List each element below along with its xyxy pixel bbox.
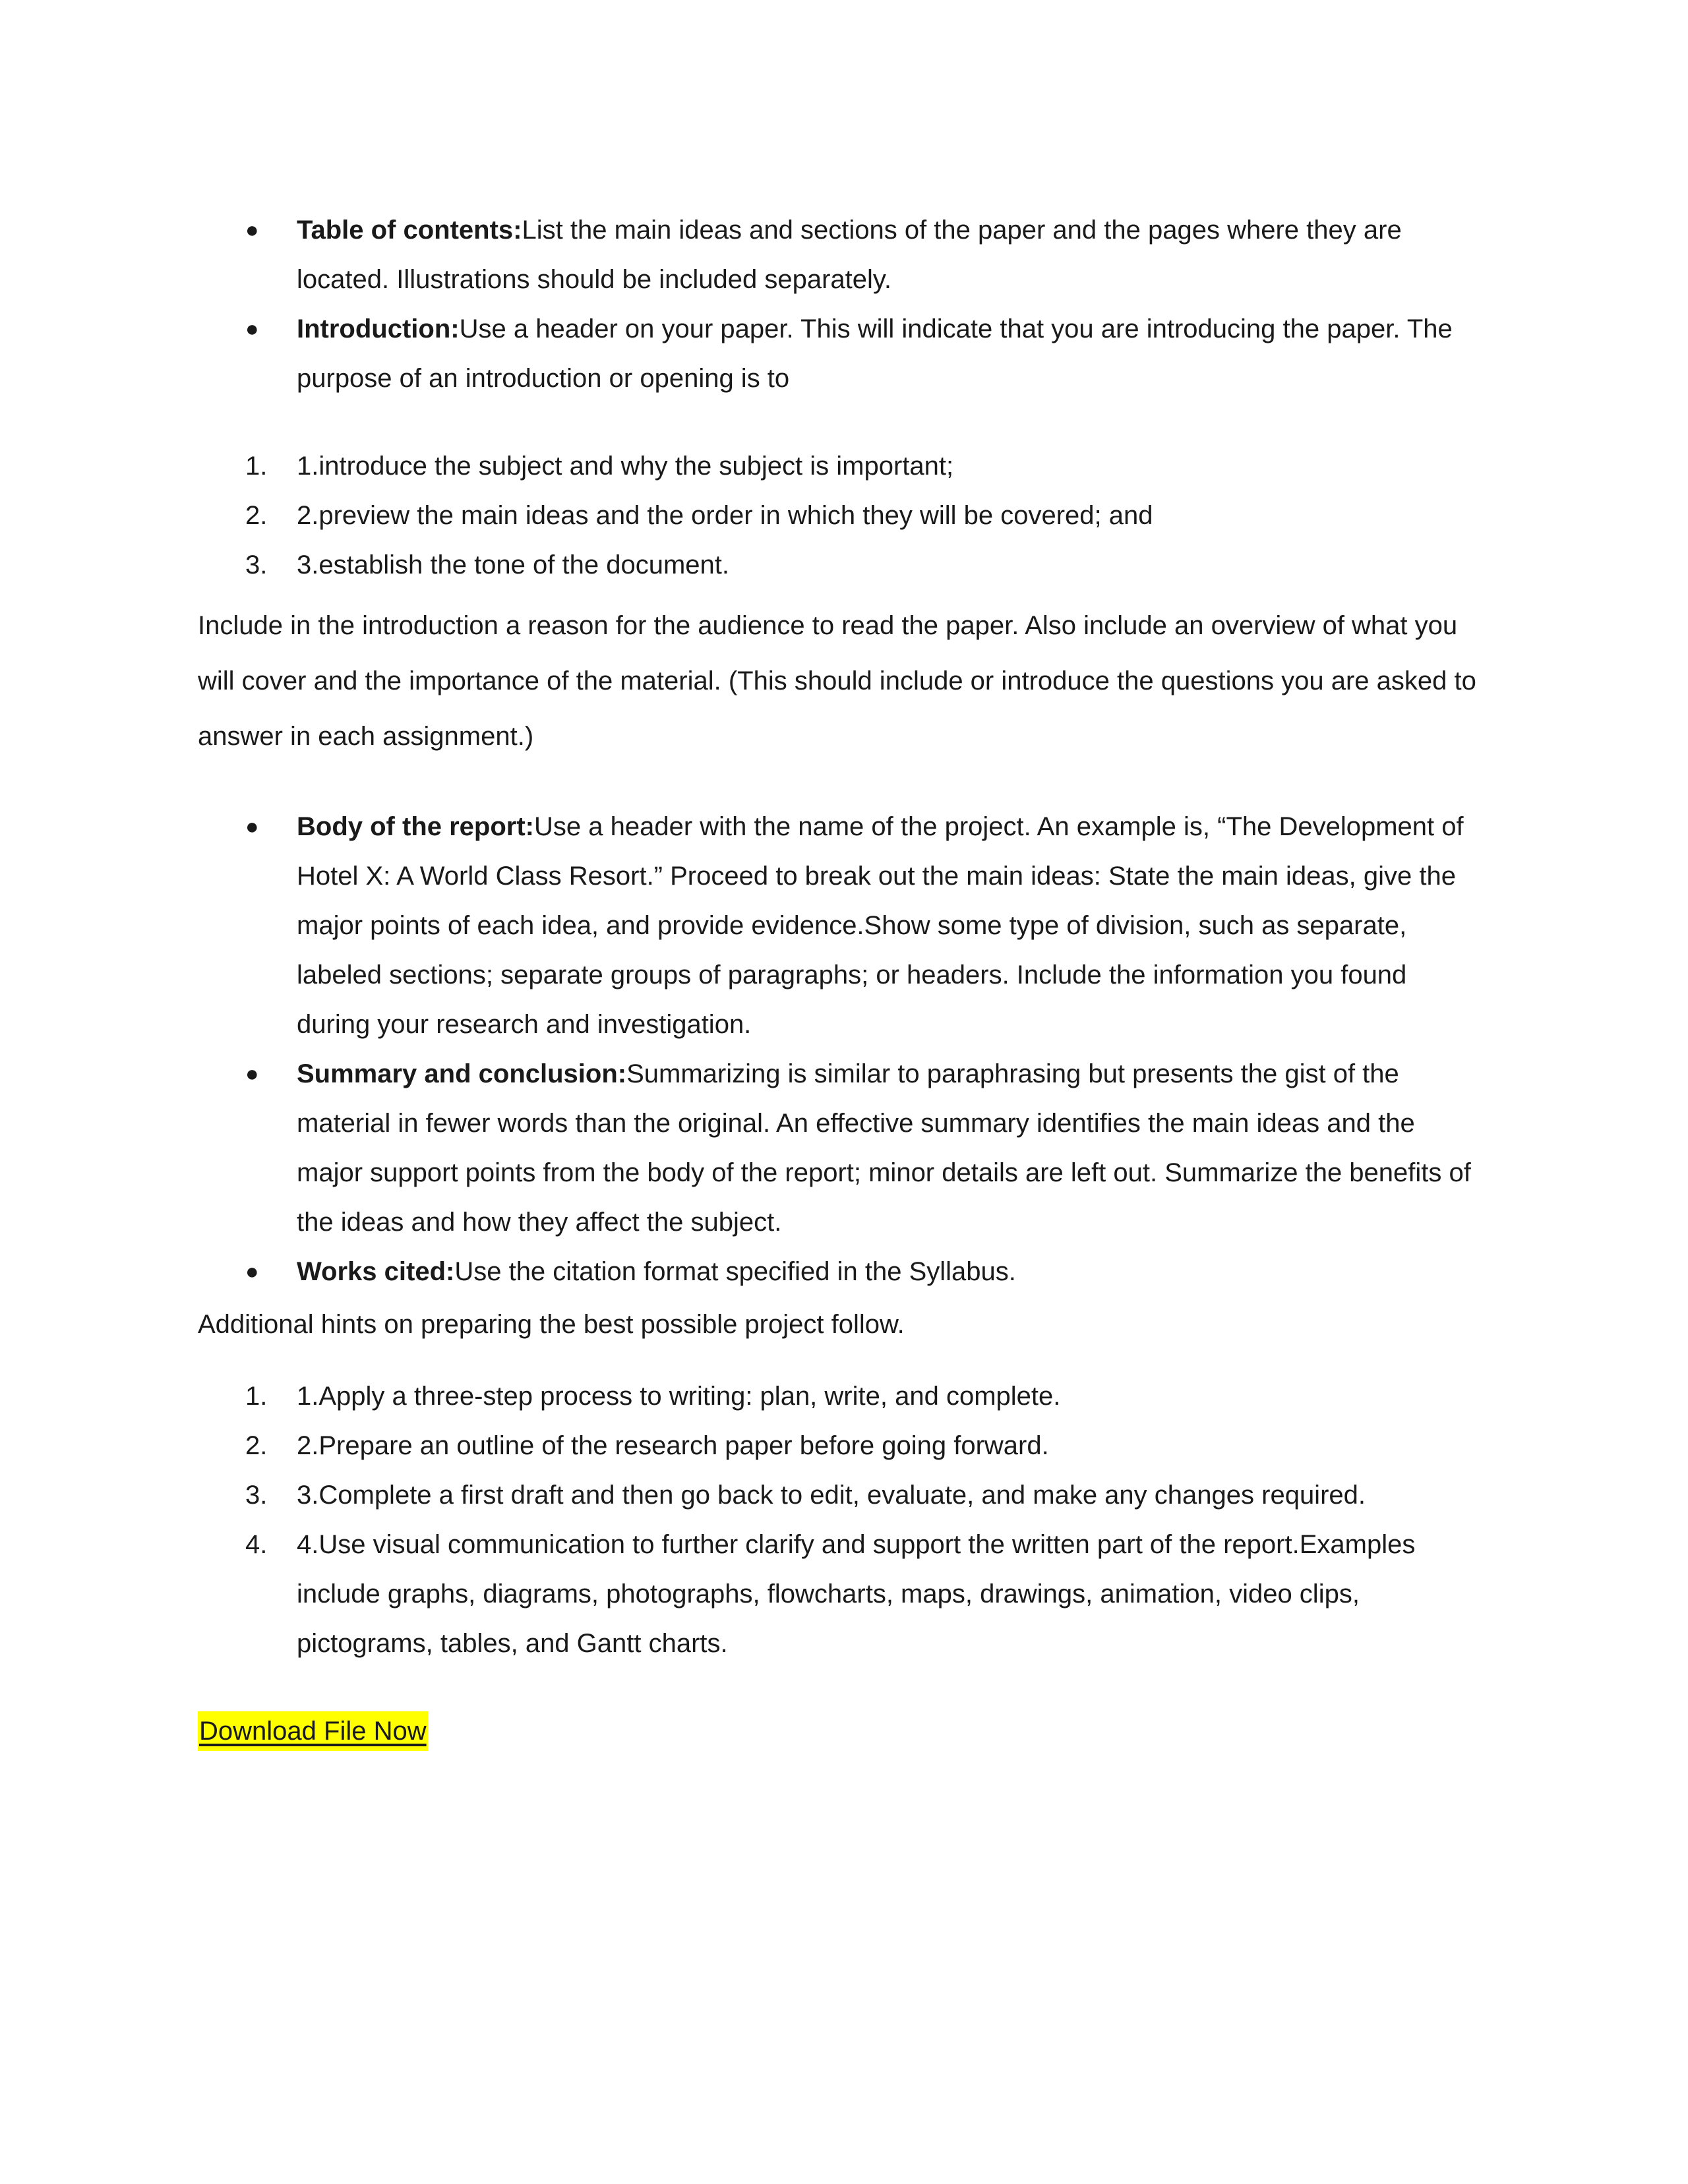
list-item-text: 3.establish the tone of the document. [297, 550, 729, 579]
bullet-term: Introduction: [297, 314, 460, 343]
bullet-text: List the main ideas and sections of the paper and the pages where they are located. Illustrations should be included separately. [297, 216, 1402, 294]
bullet-text: Use a header with the name of the project. An example is, “The Development of Hotel X: A World Class Resort.” Proceed to break out the main ideas: State the main ideas, give the major points of each idea, and provide evidence.Show some type of division, such as separate, labeled sections; separate groups of paragraphs; or headers. Include the information you found during your research and investigation. [297, 812, 1464, 1039]
bullet-list-report-sections [198, 802, 1484, 1297]
list-number: 1. [245, 1382, 268, 1411]
list-number: 2. [245, 501, 268, 530]
numbered-list-intro-purposes [198, 442, 1484, 590]
bullet-list-contents [198, 206, 1484, 403]
list-item [198, 541, 1484, 590]
bullet-item-works-cited [198, 1247, 1484, 1297]
list-item-text: 3.Complete a first draft and then go back to edit, evaluate, and make any changes required. [297, 1481, 1366, 1510]
bullet-term: Table of contents: [297, 216, 522, 245]
bullet-term: Summary and conclusion: [297, 1059, 627, 1088]
bullet-item-summary-and-conclusion [198, 1049, 1484, 1247]
list-item [198, 1421, 1484, 1471]
spacer [198, 403, 1484, 442]
list-number: 1. [245, 452, 268, 481]
bullet-icon: ● [245, 1259, 259, 1284]
list-item-text: 2.preview the main ideas and the order in which they will be covered; and [297, 501, 1153, 530]
list-item [198, 491, 1484, 541]
download-file-link[interactable]: Download File Now [198, 1711, 428, 1751]
list-item-text: 4.Use visual communication to further clarify and support the written part of the report.Examples include graphs, diagrams, photographs, flowcharts, maps, drawings, animation, video clips, pictograms, tables, and Gantt charts. [297, 1530, 1416, 1658]
list-item-text: 1.Apply a three-step process to writing: plan, write, and complete. [297, 1382, 1061, 1411]
numbered-list-hints [198, 1372, 1484, 1668]
list-item [198, 1520, 1484, 1668]
bullet-text: Summarizing is similar to paraphrasing but presents the gist of the material in fewer words than the original. An effective summary identifies the main ideas and the major support points from the body of the report; minor details are left out. Summarize the benefits of the ideas and how they affect the subject. [297, 1059, 1471, 1237]
list-number: 4. [245, 1530, 268, 1559]
paragraph-introduction-note: Include in the introduction a reason for the audience to read the paper. Also include an overview of what you will cover and the importance of the material. (This should include or introduce the questions you are asked to answer in each assignment.) [198, 611, 1476, 751]
list-item [198, 442, 1484, 491]
spacer [198, 764, 1484, 802]
list-item [198, 1471, 1484, 1520]
document-content [198, 206, 1484, 1756]
spacer [198, 1352, 1484, 1372]
bullet-text: Use the citation format specified in the Syllabus. [454, 1257, 1016, 1286]
list-number: 2. [245, 1431, 268, 1460]
list-number: 3. [245, 1481, 268, 1510]
list-item-text: 2.Prepare an outline of the research paper before going forward. [297, 1431, 1049, 1460]
list-item [198, 1372, 1484, 1421]
bullet-item-table-of-contents [198, 206, 1484, 305]
bullet-icon: ● [245, 218, 259, 243]
bullet-text: Use a header on your paper. This will indicate that you are introducing the paper. The purpose of an introduction or opening is to [297, 314, 1453, 393]
bullet-icon: ● [245, 814, 259, 839]
bullet-term: Works cited: [297, 1257, 455, 1286]
bullet-term: Body of the report: [297, 812, 534, 841]
bullet-item-body-of-report [198, 802, 1484, 1049]
paragraph-additional-hints: Additional hints on preparing the best possible project follow. [198, 1310, 905, 1339]
spacer [198, 590, 1484, 598]
spacer [198, 1668, 1484, 1707]
list-number: 3. [245, 550, 268, 579]
bullet-icon: ● [245, 1061, 259, 1086]
bullet-icon: ● [245, 316, 259, 341]
bullet-item-introduction [198, 305, 1484, 403]
list-item-text: 1.introduce the subject and why the subject is important; [297, 452, 954, 481]
